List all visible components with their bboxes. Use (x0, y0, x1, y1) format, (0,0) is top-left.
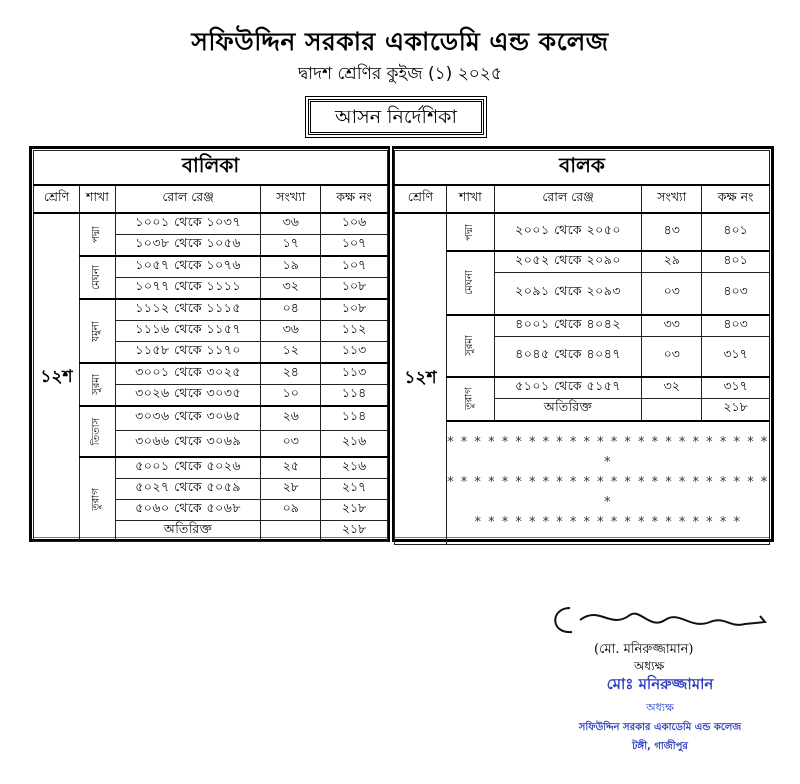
stars-line: * * * * * * * * * * * * * * * * * * * * * * * * * (447, 474, 769, 510)
room: ৩১৭ (702, 337, 770, 377)
branch-turag: তুরাগ (446, 377, 494, 421)
count: ৩৬ (261, 321, 321, 342)
count: ০৩ (642, 337, 702, 377)
official-stamp (570, 673, 750, 756)
roll-range: ৫০৬০ থেকে ৫০৬৮ (115, 500, 260, 521)
table-row (395, 315, 770, 337)
count: ১৯ (261, 256, 321, 278)
room: ১০৮ (321, 299, 388, 321)
roll-range: ৩০২৬ থেকে ৩০৩৫ (115, 385, 260, 407)
room: ৪০১ (702, 251, 770, 273)
roll-range: ১১১২ থেকে ১১১৫ (115, 299, 260, 321)
count (261, 521, 321, 542)
count: ২৪ (261, 363, 321, 385)
branch-turag: তুরাগ (79, 457, 115, 542)
stamp-institution: সফিউদ্দিন সরকার একাডেমি এন্ড কলেজ (578, 722, 742, 733)
stamp-designation: অধ্যক্ষ (646, 701, 674, 714)
class-cell: ১২শ (34, 213, 80, 542)
roll-range: ৩০০১ থেকে ৩০২৫ (115, 363, 260, 385)
room: ১০৭ (321, 235, 388, 257)
signature-scribble (540, 600, 770, 640)
stars-line: * * * * * * * * * * * * * * * * * * * * * * * * * (447, 434, 769, 470)
roll-range: ৪০০১ থেকে ৪০৪২ (494, 315, 642, 337)
roll-range: ১০০১ থেকে ১০৩৭ (115, 213, 260, 235)
stars-filler (446, 421, 769, 545)
principal-name: (মো. মনিরুজ্জামান) (594, 642, 694, 657)
room: ৪০১ (702, 213, 770, 251)
col-roll-range: রোল রেঞ্জ (494, 185, 642, 213)
col-room: কক্ষ নং (702, 185, 770, 213)
room: ২১৮ (702, 399, 770, 421)
roll-range: ২০৫২ থেকে ২০৯০ (494, 251, 642, 273)
room: ১১৩ (321, 342, 388, 364)
col-count: সংখ্যা (261, 185, 321, 213)
table-row (34, 406, 388, 430)
room: ১১৩ (321, 363, 388, 385)
branch-titas: তিতাস (79, 406, 115, 457)
table-row (34, 457, 388, 479)
roll-range: ১১৫৮ থেকে ১১৭০ (115, 342, 260, 364)
institution-title: সফিউদ্দিন সরকার একাডেমি এন্ড কলেজ (191, 27, 609, 56)
col-room: কক্ষ নং (321, 185, 388, 213)
boys-heading: বালক (395, 151, 770, 186)
room: ৪০৩ (702, 273, 770, 315)
stars-line: * * * * * * * * * * * * * * * * * * * * (474, 514, 742, 530)
count: ২৬ (261, 406, 321, 430)
branch-padma: পদ্মা (446, 213, 494, 251)
room: ১১২ (321, 321, 388, 342)
room: ২১৭ (321, 479, 388, 500)
count: ০৯ (261, 500, 321, 521)
stamp-name: মোঃ মনিরুজ্জামান (606, 675, 714, 693)
roll-range: ৩০৬৬ থেকে ৩০৬৯ (115, 430, 260, 457)
room: ২১৮ (321, 521, 388, 542)
table-row (395, 251, 770, 273)
branch-padma: পদ্মা (79, 213, 115, 256)
col-class: শ্রেণি (34, 185, 80, 213)
count: ১২ (261, 342, 321, 364)
roll-range: ৫১০১ থেকে ৫১৫৭ (494, 377, 642, 399)
table-row (34, 256, 388, 278)
count: ৪৩ (642, 213, 702, 251)
roll-range: ৪০৪৫ থেকে ৪০৪৭ (494, 337, 642, 377)
room: ১১৪ (321, 406, 388, 430)
room: ১১৪ (321, 385, 388, 407)
count: ২৯ (642, 251, 702, 273)
branch-surma: সুরমা (79, 363, 115, 406)
branch-meghna: মেঘনা (446, 251, 494, 315)
count: ০৩ (642, 273, 702, 315)
count: ৩৬ (261, 213, 321, 235)
table-row (34, 363, 388, 385)
count: ০৩ (261, 430, 321, 457)
class-cell: ১২শ (395, 213, 447, 545)
table-row (395, 377, 770, 399)
count: ১৭ (261, 235, 321, 257)
roll-range: ৫০০১ থেকে ৫০২৬ (115, 457, 260, 479)
count: ১০ (261, 385, 321, 407)
table-row (34, 299, 388, 321)
girls-seat-table (33, 150, 388, 542)
col-class: শ্রেণি (395, 185, 447, 213)
extra-label: অতিরিক্ত (494, 399, 642, 421)
roll-range: ১০৫৭ থেকে ১০৭৬ (115, 256, 260, 278)
girls-heading: বালিকা (34, 151, 388, 186)
branch-surma: সুরমা (446, 315, 494, 377)
count: ২৮ (261, 479, 321, 500)
table-row (34, 213, 388, 235)
room: ১০৬ (321, 213, 388, 235)
roll-range: ২০৯১ থেকে ২০৯৩ (494, 273, 642, 315)
col-branch: শাখা (79, 185, 115, 213)
roll-range: ১০৩৮ থেকে ১০৫৬ (115, 235, 260, 257)
room: ২১৬ (321, 457, 388, 479)
count: ৩৩ (642, 315, 702, 337)
roll-range: ১১১৬ থেকে ১১৫৭ (115, 321, 260, 342)
branch-meghna: মেঘনা (79, 256, 115, 299)
room: ২১৬ (321, 430, 388, 457)
room: ১০৭ (321, 256, 388, 278)
table-row (395, 421, 770, 545)
count: ২৫ (261, 457, 321, 479)
roll-range: ৫০২৭ থেকে ৫০৫৯ (115, 479, 260, 500)
exam-subtitle: দ্বাদশ শ্রেণির কুইজ (১) ২০২৫ (298, 64, 502, 84)
room: ২১৮ (321, 500, 388, 521)
col-roll-range: রোল রেঞ্জ (115, 185, 260, 213)
extra-label: অতিরিক্ত (115, 521, 260, 542)
boys-seat-table (394, 150, 770, 545)
count: ৩২ (261, 278, 321, 300)
roll-range: ২০০১ থেকে ২০৫০ (494, 213, 642, 251)
roll-range: ১০৭৭ থেকে ১১১১ (115, 278, 260, 300)
seat-plan-title: আসন নির্দেশিকা (308, 99, 484, 135)
count: ৩২ (642, 377, 702, 399)
room: ৩১৭ (702, 377, 770, 399)
col-branch: শাখা (446, 185, 494, 213)
count (642, 399, 702, 421)
branch-jamuna: যমুনা (79, 299, 115, 363)
principal-designation: অধ্যক্ষ (634, 659, 665, 673)
count: ০৪ (261, 299, 321, 321)
table-row (395, 213, 770, 251)
room: ৪০৩ (702, 315, 770, 337)
stamp-location: টঙ্গী, গাজীপুর (632, 741, 688, 752)
col-count: সংখ্যা (642, 185, 702, 213)
room: ১০৮ (321, 278, 388, 300)
roll-range: ৩০৩৬ থেকে ৩০৬৫ (115, 406, 260, 430)
